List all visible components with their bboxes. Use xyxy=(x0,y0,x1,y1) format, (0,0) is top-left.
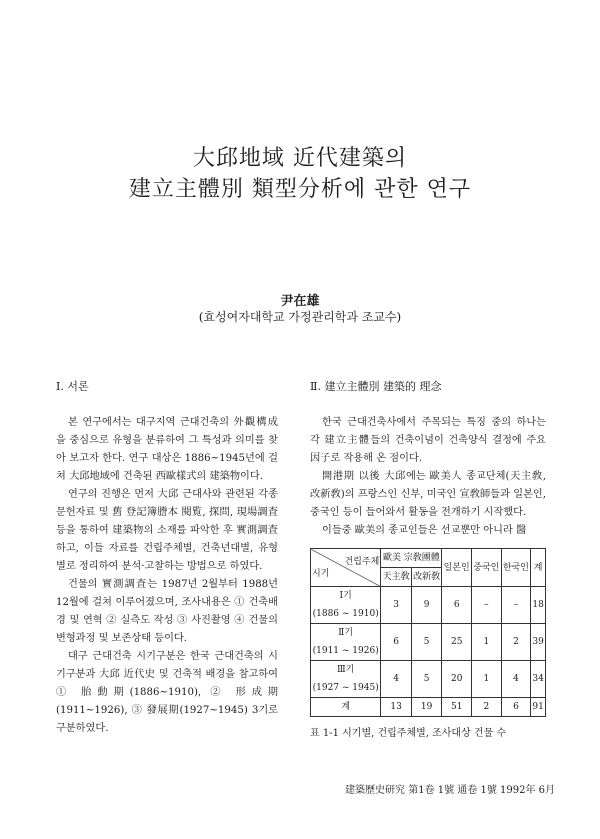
period-cell xyxy=(311,587,381,624)
table-cell: 2 xyxy=(472,698,502,717)
period-range: (1911 ~ 1926) xyxy=(312,646,379,656)
table-cell: 5 xyxy=(411,624,442,661)
table-cell: 13 xyxy=(381,698,412,717)
table-cell: 9 xyxy=(411,587,442,624)
author-affiliation: (효성여자대학교 가정관리학과 조교수) xyxy=(198,310,402,324)
table-cell: 1 xyxy=(472,661,502,698)
table-cell: – xyxy=(472,587,502,624)
section-heading-ideology: Ⅱ. 建立主體別 建築的 理念 xyxy=(310,380,442,393)
period-cell xyxy=(311,661,381,698)
paragraph: 한국 근대건축사에서 주목되는 특징 중의 하나는 각 建立主體들의 건축이념이 건축양식 결정에 주요 因子로 작용해 온 점이다. xyxy=(310,417,546,464)
period-range: (1886 ~ 1910) xyxy=(312,609,379,619)
table-row xyxy=(311,624,546,661)
table-cell: 5 xyxy=(411,661,442,698)
table-row xyxy=(311,587,546,624)
table-cell: 25 xyxy=(442,624,472,661)
author-name: 尹在雄 xyxy=(280,294,320,309)
table-row xyxy=(311,661,546,698)
section-heading-intro: I. 서론 xyxy=(56,380,89,393)
left-column xyxy=(56,378,278,738)
paragraph: 본 연구에서는 대구지역 근대건축의 外觀構成을 중심으로 유형을 분류하여 그 특성과 의미를 찾아 보고자 한다. 연구 대상은 1886~1945년에 걸쳐 大邱地域에 건축된 西歐樣式의 建築物이다. xyxy=(56,417,278,482)
paper-title-line2: 建立主體別 類型分析에 관한 연구 xyxy=(128,177,472,202)
period-cell xyxy=(311,624,381,661)
table-cell: 20 xyxy=(442,661,472,698)
paragraph: 開港期 以後 大邱에는 歐美人 종교단체(天主敎, 改新敎)의 프랑스인 신부, 미국인 宣敎師들과 일본인, 중국인 등이 들어와서 활동을 전개하기 시작했다. xyxy=(310,471,546,518)
table-group-header: 歐美 宗敎團體 xyxy=(381,549,442,568)
table-sub-header: 天主敎 xyxy=(381,568,412,587)
table-cell: 6 xyxy=(501,698,531,717)
table-cell: 19 xyxy=(411,698,442,717)
table-sub-header: 改新敎 xyxy=(411,568,442,587)
table-corner-cell xyxy=(311,549,381,587)
table-col-header: 중국인 xyxy=(472,549,502,587)
table-cell: 34 xyxy=(531,661,546,698)
period-label: Ⅰ기 xyxy=(339,591,352,601)
corner-bottom-label: 시기 xyxy=(312,568,330,579)
table-cell: 4 xyxy=(501,661,531,698)
right-column xyxy=(310,378,546,743)
corner-top-label: 건립주체 xyxy=(344,556,380,567)
table-cell: 2 xyxy=(501,624,531,661)
table-cell: 91 xyxy=(531,698,546,717)
period-range: (1927 ~ 1945) xyxy=(312,683,379,693)
table-cell: 39 xyxy=(531,624,546,661)
paragraph: 이들중 歐美의 종교인들은 선교뿐만 아니라 醫 xyxy=(322,525,527,536)
period-label: Ⅲ기 xyxy=(336,665,355,675)
table-col-header: 계 xyxy=(531,549,546,587)
table-cell: 6 xyxy=(381,624,412,661)
journal-footer: 建築歷史研究 第1卷 1號 通卷 1號 1992年 6月 xyxy=(345,785,555,796)
table-cell: 18 xyxy=(531,587,546,624)
paragraph: 대구 근대건축 시기구분은 한국 근대건축의 시기구분과 大邱 近代史 및 건축적 배경을 참고하여 ① 胎動期(1886~1910), ② 形成期(1911~1926), ③ 發展期(1927~1945) 3기로 구분하였다. xyxy=(56,651,278,734)
table-cell: 1 xyxy=(472,624,502,661)
table-col-header: 한국인 xyxy=(501,549,531,587)
table-caption: 표 1-1 시기별, 건립주체별, 조사대상 건물 수 xyxy=(310,728,507,739)
table-col-header: 일본인 xyxy=(442,549,472,587)
paragraph: 건물의 實測調査는 1987년 2월부터 1988년 12월에 걸쳐 이루어졌으며, 조사내용은 ① 건축배경 및 연혁 ② 실측도 작성 ③ 사진촬영 ④ 건물의 변형과정 및 보존상태 등이다. xyxy=(56,579,278,644)
table-cell: 3 xyxy=(381,587,412,624)
table-cell: 51 xyxy=(442,698,472,717)
paper-title-line1: 大邱地域 近代建築의 xyxy=(192,146,408,171)
table-cell: 4 xyxy=(381,661,412,698)
table-cell: 6 xyxy=(442,587,472,624)
paragraph: 연구의 진행은 먼저 大邱 근대사와 관련된 각종 문헌자료 및 舊 登記簿謄本 閱覧, 探問, 現場調査 등을 통하여 建築物의 소재를 파악한 후 實測調査 하고, 이들 자료를 건립주체별, 건축년대별, 유형별로 정리하여 분석·고찰하는 방법으로 하였다. xyxy=(56,489,278,572)
total-label: 계 xyxy=(311,698,381,717)
table-cell: – xyxy=(501,587,531,624)
period-label: Ⅱ기 xyxy=(338,628,354,638)
table-total-row xyxy=(311,698,546,717)
building-count-table xyxy=(310,548,546,717)
